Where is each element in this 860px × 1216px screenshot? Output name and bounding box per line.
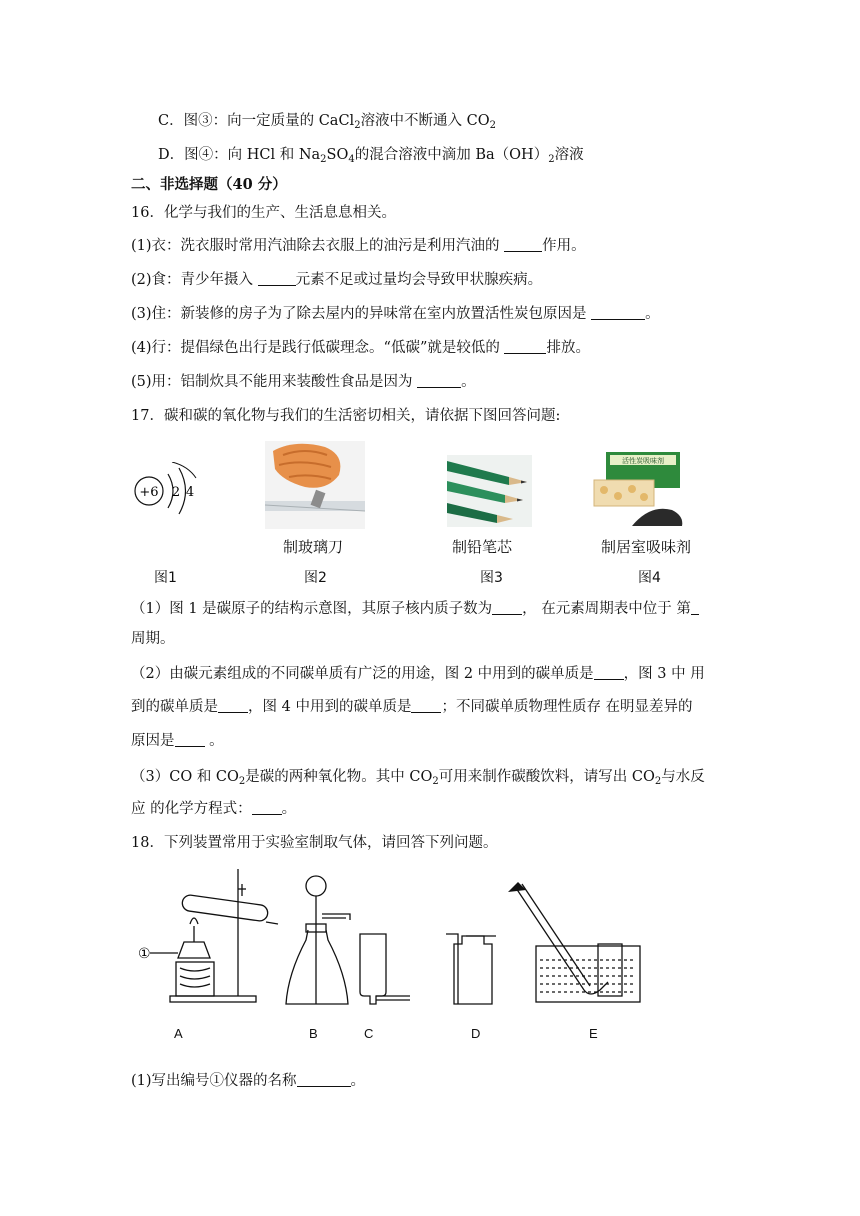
q17-part2-cont: 到的碳单质是 ，图 4 中用到的碳单质是 ；不同碳单质物理性质存 在明显差异的 — [131, 699, 693, 715]
caption-deodorant: 制居室吸味剂 — [601, 538, 692, 556]
fig-label-3: 图3 — [480, 570, 503, 586]
q16-stem: 16．化学与我们的生产、生活息息相关。 — [131, 205, 396, 221]
answer-blank[interactable] — [504, 339, 546, 354]
answer-blank[interactable] — [411, 698, 441, 713]
apparatus-label-c: C — [364, 1026, 374, 1041]
box-label-text: 活性炭吸味剂 — [622, 457, 664, 465]
answer-blank[interactable] — [258, 271, 296, 286]
q18-part1: (1)写出编号①仪器的名称 。 — [131, 1073, 366, 1089]
atom-nucleus: +6 — [139, 485, 159, 500]
q17-part2: （2）由碳元素组成的不同碳单质有广泛的用途，图 2 中用到的碳单质是 ，图 3 中 用 — [131, 666, 705, 682]
option-d: D．图④：向 HCl 和 $Na_2SO_4$的混合溶液中滴加 $Ba(OH)_2$溶液 — [158, 147, 584, 165]
answer-blank[interactable] — [594, 665, 624, 680]
apparatus-label-a: A — [174, 1026, 183, 1041]
answer-blank[interactable] — [218, 698, 248, 713]
answer-blank[interactable] — [252, 800, 282, 815]
caption-pencil-lead: 制铅笔芯 — [452, 538, 513, 556]
q17-part3-cont: 应 的化学方程式： 。 — [131, 801, 297, 817]
answer-blank[interactable] — [591, 305, 645, 320]
activated-carbon-image — [592, 450, 684, 526]
carbon-atom-diagram — [130, 462, 210, 524]
q17-part3: （3）CO 和 $CO_2$是碳的两种氧化物。其中 $CO_2$可用来制作碳酸饮料，请写出 $CO_2$与水反 — [131, 769, 705, 787]
q16-part3: (3)住：新装修的房子为了除去屋内的异味常在室内放置活性炭包原因是 。 — [131, 306, 660, 322]
atom-shell-2: 4 — [185, 485, 195, 500]
fig-label-2: 图2 — [304, 570, 327, 586]
answer-blank[interactable] — [504, 237, 542, 252]
answer-blank[interactable] — [297, 1072, 351, 1087]
answer-blank[interactable] — [175, 732, 205, 747]
caption-glass-cutter: 制玻璃刀 — [283, 538, 344, 556]
q18-stem: 18．下列装置常用于实验室制取气体，请回答下列问题。 — [131, 835, 498, 851]
fig-label-1: 图1 — [154, 570, 177, 586]
atom-shell-1: 2 — [171, 485, 181, 500]
apparatus-label-d: D — [471, 1026, 481, 1041]
circle-label: ① — [138, 946, 151, 962]
q16-part1: (1)衣：洗衣服时常用汽油除去衣服上的油污是利用汽油的 作用。 — [131, 238, 586, 254]
q16-part2: (2)食：青少年摄入 元素不足或过量均会导致甲状腺疾病。 — [131, 272, 543, 288]
answer-blank[interactable] — [492, 600, 522, 615]
fig-label-4: 图4 — [638, 570, 661, 586]
apparatus-label-b: B — [309, 1026, 318, 1041]
answer-blank[interactable] — [691, 600, 699, 615]
answer-blank[interactable] — [417, 373, 461, 388]
apparatus-label-e: E — [589, 1026, 598, 1041]
q17-stem: 17．碳和碳的氧化物与我们的生活密切相关，请依据下图回答问题: — [131, 408, 561, 424]
lab-apparatus-diagram — [138, 864, 658, 1014]
q17-part1-cont: 周期。 — [131, 631, 175, 647]
q16-part4: (4)行：提倡绿色出行是践行低碳理念。“低碳”就是较低的 排放。 — [131, 340, 590, 356]
glass-cutter-image — [265, 441, 365, 529]
q17-part2-cont2: 原因是 。 — [131, 733, 224, 749]
pencils-image — [447, 455, 532, 527]
q17-part1: （1）图 1 是碳原子的结构示意图，其原子核内质子数为 ， 在元素周期表中位于 第 — [131, 599, 699, 619]
section-title: 二、非选择题（40 分） — [131, 176, 287, 193]
q16-part5: (5)用：铝制炊具不能用来装酸性食品是因为 。 — [131, 374, 476, 390]
option-c: C．图③：向一定质量的 CaCl$_2$溶液中不断通入 $CO_2$ — [158, 113, 497, 131]
